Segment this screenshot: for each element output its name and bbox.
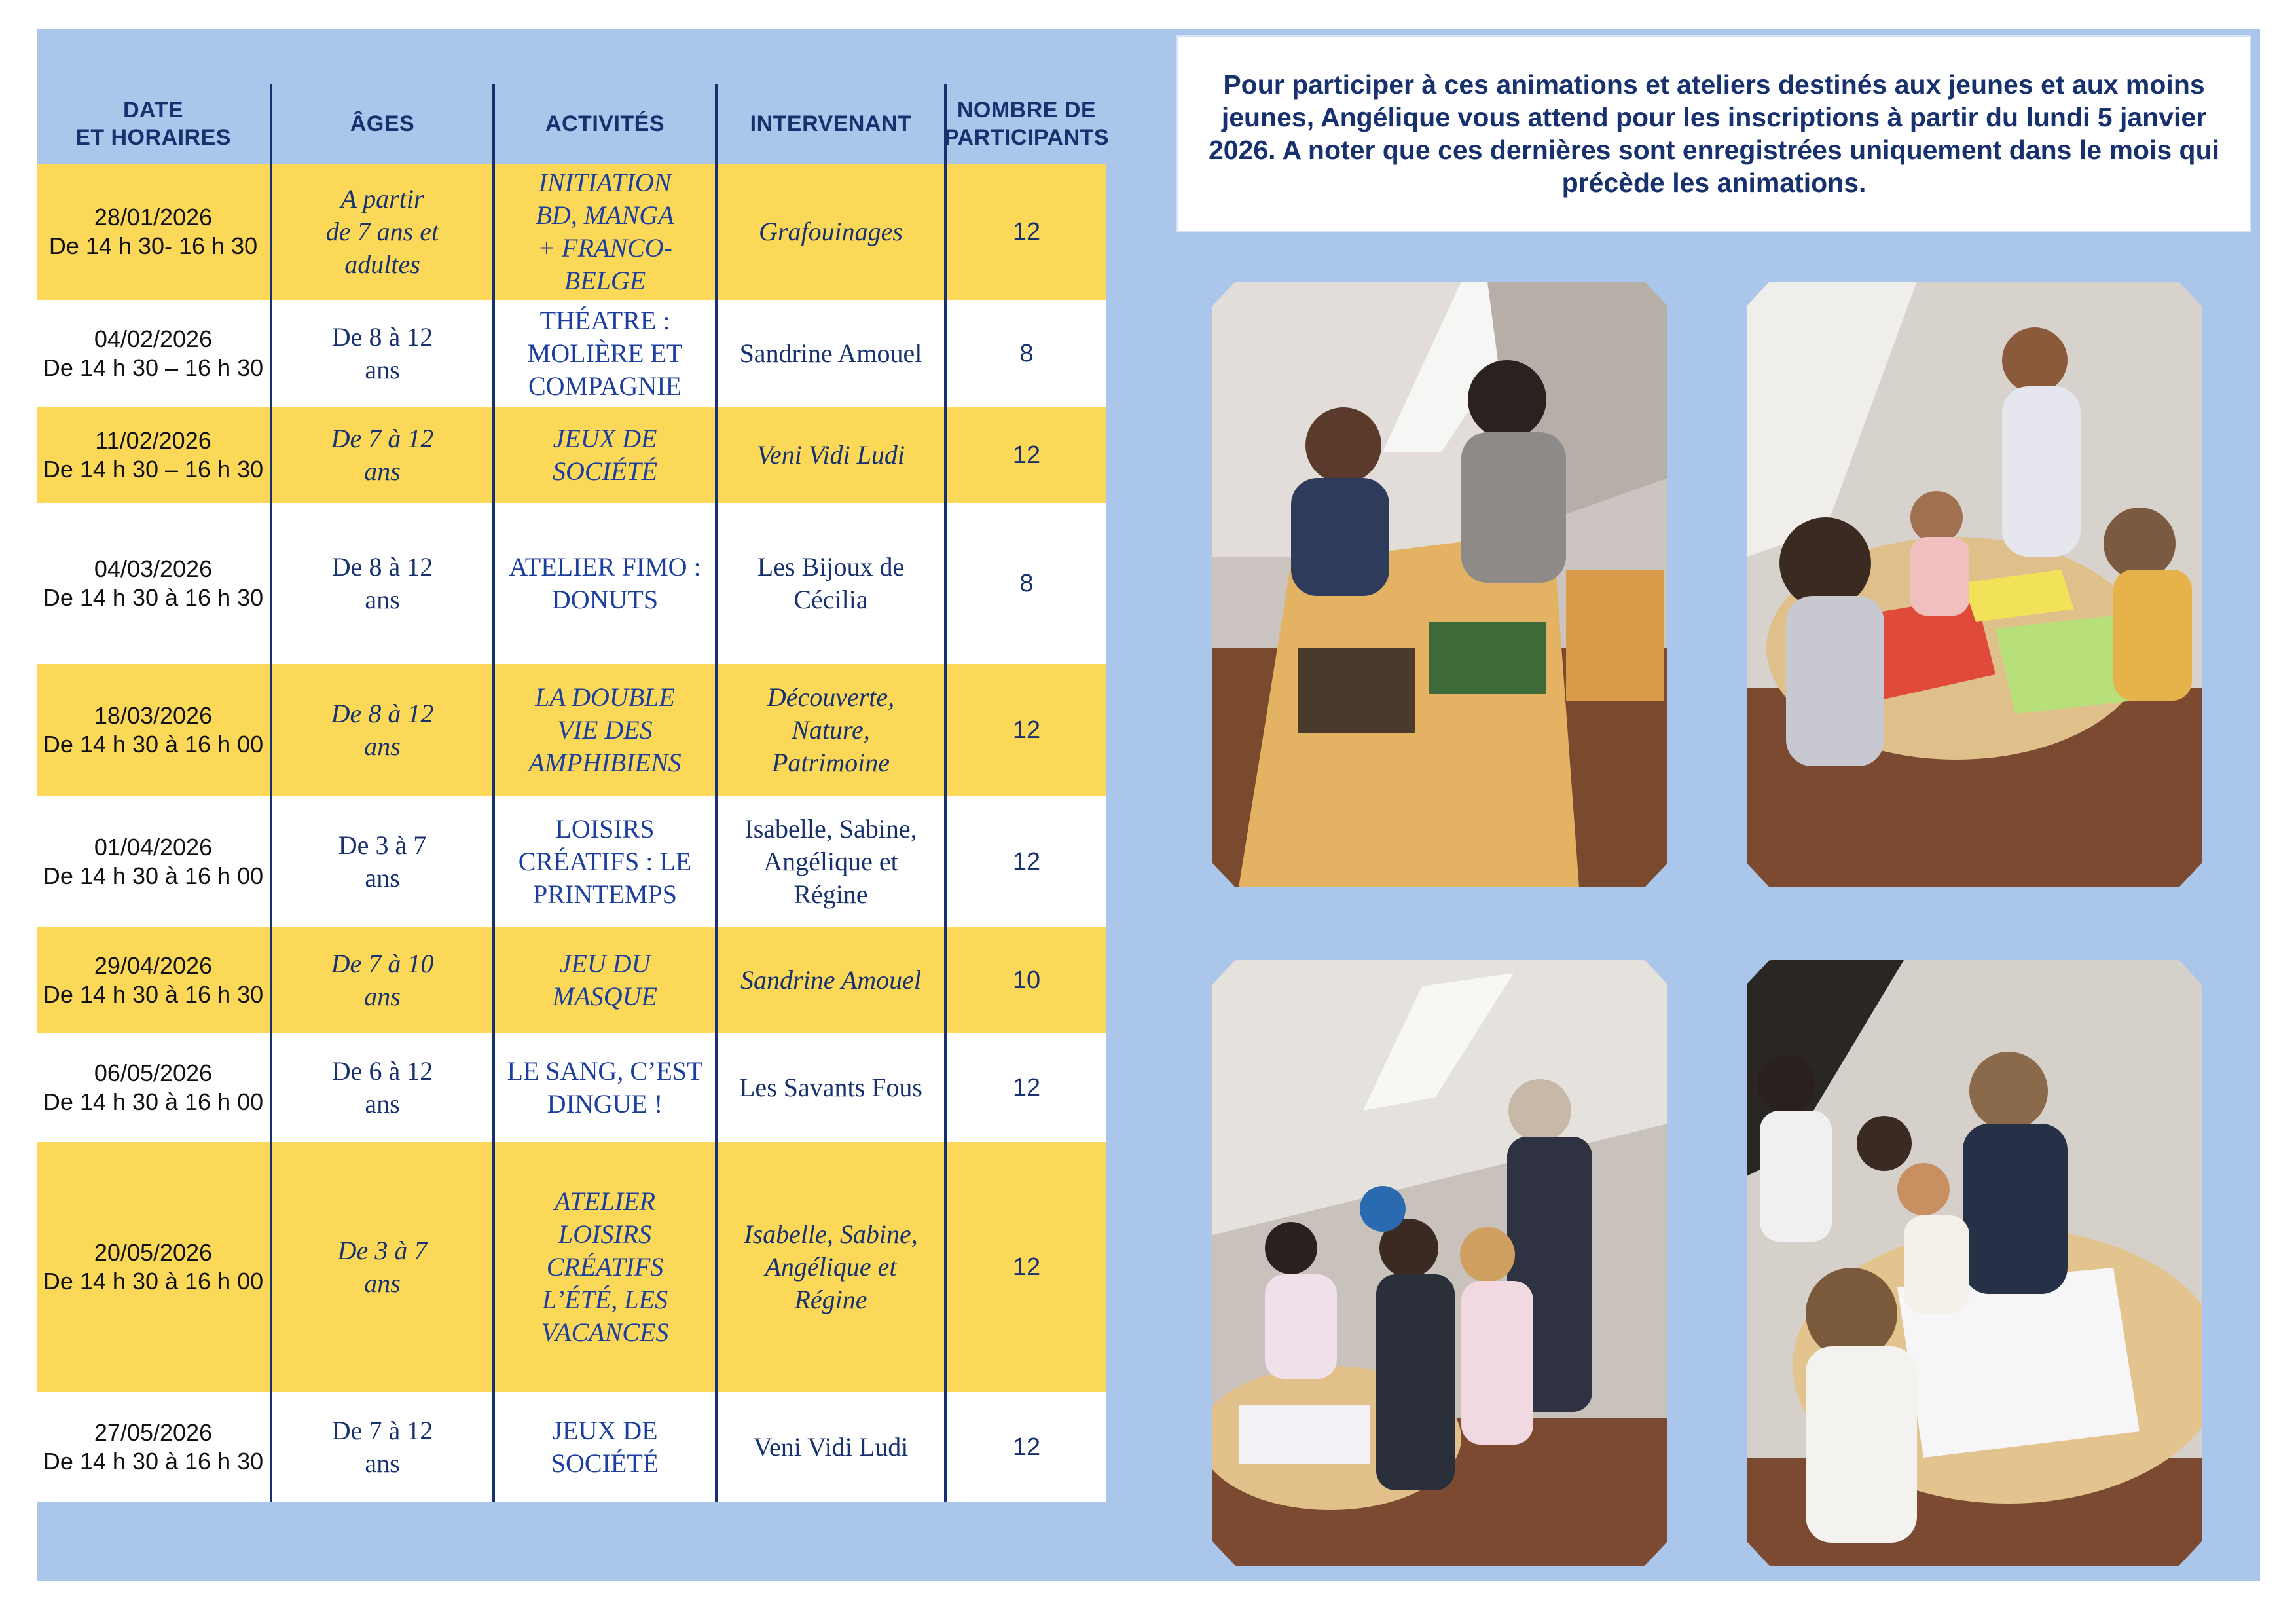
cell-date: 29/04/2026 De 14 h 30 à 16 h 30 xyxy=(37,927,272,1033)
table-row xyxy=(37,407,1106,503)
cell-nombre: 12 xyxy=(1012,1433,1041,1461)
cell-nombre: 12 xyxy=(1012,1253,1041,1281)
cell-ages: De 8 à 12 ans xyxy=(272,300,495,407)
header-ages: ÂGES xyxy=(272,84,495,164)
cell-ages: De 7 à 10 ans xyxy=(272,927,495,1033)
cell-nombre: 12 xyxy=(1012,441,1041,469)
cell-activite: JEUX DE SOCIÉTÉ xyxy=(495,407,718,503)
header-date: DATE ET HORAIRES xyxy=(37,84,272,164)
table-row xyxy=(37,1142,1106,1392)
cell-activite: JEUX DE SOCIÉTÉ xyxy=(495,1392,718,1502)
cell-ages: De 7 à 12 ans xyxy=(272,407,495,503)
table-row xyxy=(37,503,1106,664)
cell-nombre: 12 xyxy=(1012,217,1041,246)
cell-nombre: 12 xyxy=(1012,716,1041,744)
table-row xyxy=(37,1033,1106,1142)
photo-drawing-table xyxy=(1747,960,2202,1566)
table-row xyxy=(37,164,1106,300)
cell-date: 04/02/2026 De 14 h 30 – 16 h 30 xyxy=(37,300,272,407)
cell-date: 04/03/2026 De 14 h 30 à 16 h 30 xyxy=(37,503,272,664)
header-activites: ACTIVITÉS xyxy=(495,84,718,164)
cell-intervenant: Veni Vidi Ludi xyxy=(718,407,947,503)
header-intervenant: INTERVENANT xyxy=(718,84,947,164)
registration-info: Pour participer à ces animations et ateliers destinés aux jeunes et aux moins jeunes, Angélique vous attend pour les inscriptions à partir du lundi 5 janvier 2026. A noter que ces dernières sont enregistrées uniquement dans le mois qui précède les animations. xyxy=(1178,37,2250,231)
cell-date: 01/04/2026 De 14 h 30 à 16 h 00 xyxy=(37,796,272,927)
cell-activite: ATELIER LOISIRS CRÉATIFS L’ÉTÉ, LES VACANCES xyxy=(495,1142,718,1392)
cell-date: 11/02/2026 De 14 h 30 – 16 h 30 xyxy=(37,407,272,503)
cell-ages: De 6 à 12 ans xyxy=(272,1033,495,1142)
header-nombre: NOMBRE DE PARTICIPANTS xyxy=(943,98,1110,150)
schedule-table xyxy=(37,84,1110,1502)
cell-activite: LE SANG, C’EST DINGUE ! xyxy=(495,1033,718,1142)
cell-ages: De 3 à 7 ans xyxy=(272,1142,495,1392)
cell-ages: De 8 à 12 ans xyxy=(272,664,495,796)
table-row xyxy=(37,664,1106,796)
cell-nombre: 10 xyxy=(1012,966,1041,994)
cell-nombre: 12 xyxy=(1012,1073,1041,1101)
table-header xyxy=(37,84,1110,164)
table-row xyxy=(37,1392,1106,1502)
photo-board-game xyxy=(1212,282,1667,887)
cell-ages: De 8 à 12 ans xyxy=(272,503,495,664)
table-row xyxy=(37,796,1106,927)
table-row xyxy=(37,927,1106,1033)
cell-nombre: 8 xyxy=(1019,569,1034,597)
table-row xyxy=(37,300,1106,407)
cell-intervenant: Les Bijoux de Cécilia xyxy=(718,503,947,664)
cell-nombre: 8 xyxy=(1019,339,1034,367)
cell-intervenant: Isabelle, Sabine, Angélique et Régine xyxy=(718,1142,947,1392)
cell-activite: INITIATION BD, MANGA + FRANCO- BELGE xyxy=(495,164,718,300)
cell-intervenant: Veni Vidi Ludi xyxy=(718,1392,947,1502)
cell-date: 20/05/2026 De 14 h 30 à 16 h 00 xyxy=(37,1142,272,1392)
cell-activite: JEU DU MASQUE xyxy=(495,927,718,1033)
cell-date: 28/01/2026 De 14 h 30- 16 h 30 xyxy=(37,164,272,300)
cell-intervenant: Sandrine Amouel xyxy=(718,927,947,1033)
cell-ages: De 3 à 7 ans xyxy=(272,796,495,927)
cell-intervenant: Sandrine Amouel xyxy=(718,300,947,407)
cell-nombre: 12 xyxy=(1012,847,1041,876)
cell-ages: De 7 à 12 ans xyxy=(272,1392,495,1502)
photo-craft-table xyxy=(1747,282,2202,887)
cell-date: 18/03/2026 De 14 h 30 à 16 h 00 xyxy=(37,664,272,796)
cell-ages: A partir de 7 ans et adultes xyxy=(272,164,495,300)
cell-date: 27/05/2026 De 14 h 30 à 16 h 30 xyxy=(37,1392,272,1502)
cell-activite: LOISIRS CRÉATIFS : LE PRINTEMPS xyxy=(495,796,718,927)
cell-activite: LA DOUBLE VIE DES AMPHIBIENS xyxy=(495,664,718,796)
cell-intervenant: Les Savants Fous xyxy=(718,1033,947,1142)
cell-intervenant: Découverte, Nature, Patrimoine xyxy=(718,664,947,796)
photo-science-workshop xyxy=(1212,960,1667,1566)
cell-intervenant: Isabelle, Sabine, Angélique et Régine xyxy=(718,796,947,927)
cell-activite: ATELIER FIMO : DONUTS xyxy=(495,503,718,664)
cell-date: 06/05/2026 De 14 h 30 à 16 h 00 xyxy=(37,1033,272,1142)
cell-activite: THÉATRE : MOLIÈRE ET COMPAGNIE xyxy=(495,300,718,407)
cell-intervenant: Grafouinages xyxy=(718,164,947,300)
